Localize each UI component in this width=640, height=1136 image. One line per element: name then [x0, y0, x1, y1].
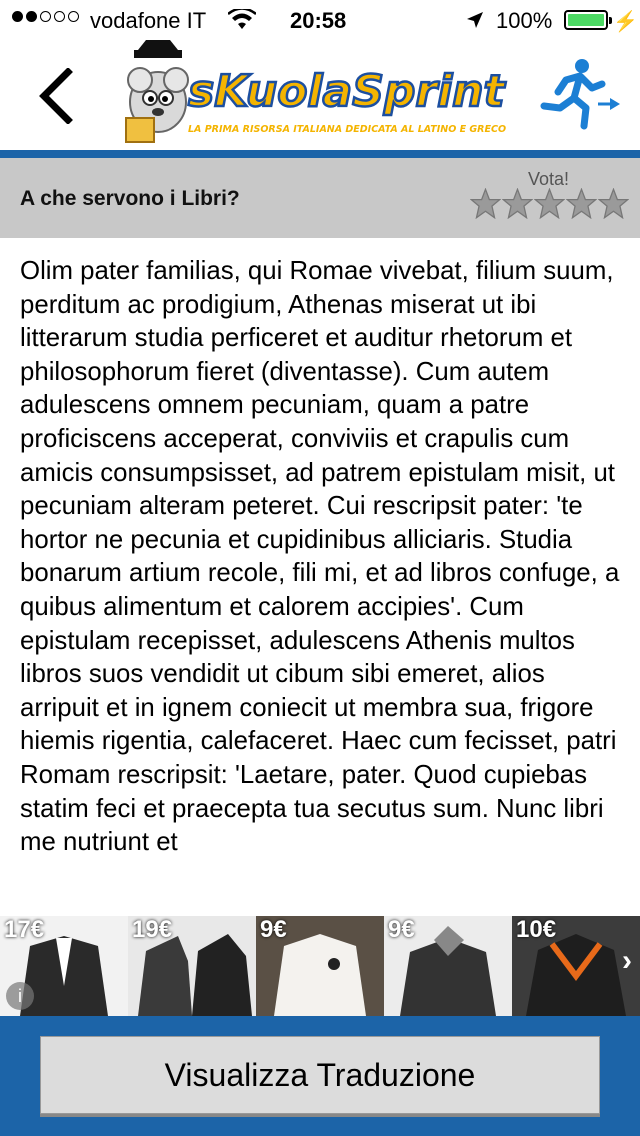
ad-product[interactable] — [128, 916, 256, 1016]
ad-product[interactable] — [384, 916, 512, 1016]
title-bar — [0, 158, 640, 238]
logo-tagline: LA PRIMA RISORSA ITALIANA DEDICATA AL LATINO E GRECO — [188, 124, 507, 135]
ad-product[interactable] — [0, 916, 128, 1016]
star-icon[interactable] — [502, 188, 533, 219]
show-translation-button[interactable]: Visualizza Traduzione — [40, 1036, 600, 1114]
star-icon[interactable] — [534, 188, 565, 219]
ad-price: 9€ — [388, 916, 415, 943]
star-icon[interactable] — [470, 188, 501, 219]
ad-banner[interactable] — [0, 916, 640, 1016]
vote-label: Vota! — [528, 169, 570, 189]
location-arrow-icon — [465, 10, 485, 30]
rating-stars[interactable] — [470, 188, 629, 219]
header-divider — [0, 150, 640, 158]
carrier-name: vodafone IT — [90, 8, 207, 33]
page-title: A che servono i Libri? — [20, 187, 240, 210]
bottom-bar — [0, 1016, 640, 1136]
battery-percentage: 100% — [496, 8, 553, 33]
app-header — [0, 40, 640, 150]
wifi-icon — [228, 9, 256, 31]
info-icon[interactable]: i — [6, 982, 34, 1010]
back-chevron-icon[interactable] — [36, 68, 76, 124]
skuolasprint-logo — [118, 40, 518, 145]
ad-product[interactable] — [512, 916, 640, 1016]
running-man-icon[interactable] — [536, 58, 624, 130]
latin-text: Olim pater familias, qui Romae vivebat, filium suum, perditum ac prodigium, Athenas miserat ut ibi litterarum studia perficeret et auditur rhetorum et philosophorum fieret (diventasse). Cum autem adulescens omnem pecuniam, quam a patre proficiscens acceperat, conviviis et crapulis cum amicis consumpsisset, ad patrem epistulam misit, ut pecuniam alteram peteret. Cui rescripsit pater: 'te hortor ne pecunia et cupidinibus alliciaris. Studia bonarum artium recole, fili mi, et ad libros confuge, a quibus alimentum et calorem accipies'. Cum epistulam recepisset, adulescens Athenis multos libros suos vendidit ut cibum sibi emeret, alios arripuit et in ignem coniecit ut membra sua, frigore hiemis rigentia, calefaceret. Haec cum fecisset, patri Romam rescripsit: 'Laetare, pater. Quod cupiebas statim feci et praecepta tua secutus sum. Nunc libri me nutriunt et — [20, 257, 620, 857]
status-bar — [0, 0, 640, 40]
ad-price: 17€ — [4, 916, 45, 943]
chevron-right-icon[interactable]: › — [622, 944, 632, 977]
ad-price: 9€ — [260, 916, 287, 943]
logo-wordmark: sKuolaSprint — [188, 66, 505, 117]
charging-icon: ⚡ — [613, 11, 638, 33]
ad-price: 10€ — [516, 916, 557, 943]
status-time: 20:58 — [290, 8, 347, 33]
star-icon[interactable] — [566, 188, 597, 219]
star-icon[interactable] — [598, 188, 629, 219]
ad-price: 19€ — [132, 916, 173, 943]
signal-strength-icon — [12, 11, 79, 22]
ad-product[interactable] — [256, 916, 384, 1016]
battery-icon — [564, 10, 608, 30]
